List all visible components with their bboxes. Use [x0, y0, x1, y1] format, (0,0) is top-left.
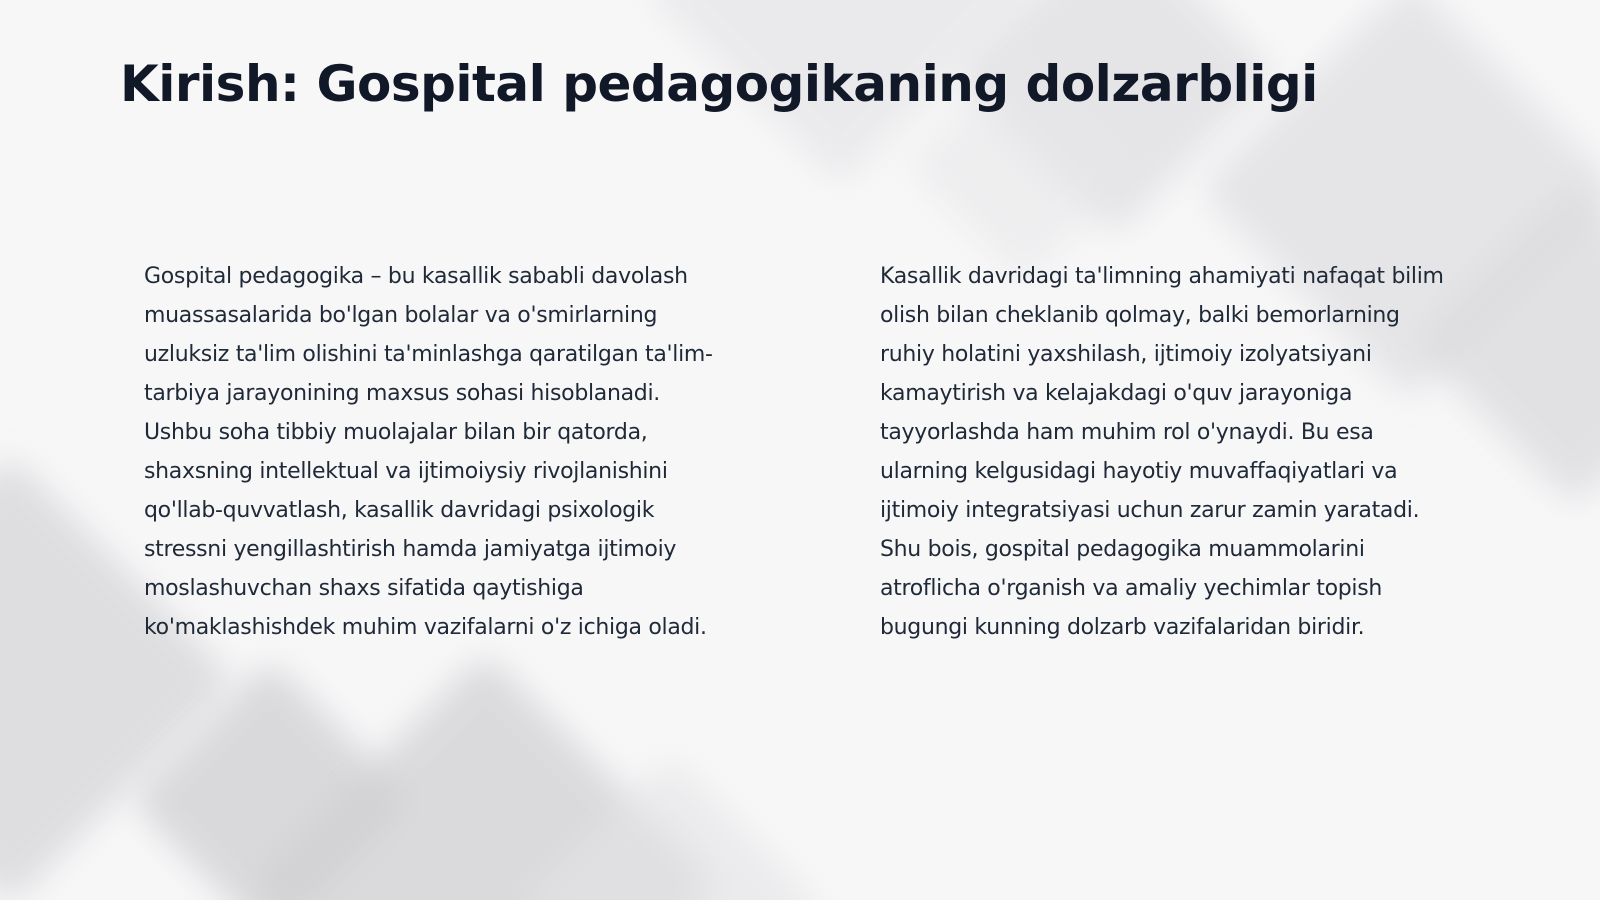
left-paragraph: Gospital pedagogika – bu kasallik sababli davolash muassasalarida bo'lgan bolalar va o'smirlarning uzluksiz ta'lim olishini ta'minlashga qaratilgan ta'lim-tarbiya jarayonining maxsus sohasi hisoblanadi. Ushbu soha tibbiy muolajalar bilan bir qatorda, shaxsning intellektual va ijtimoiysiy rivojlanishini qo'llab-quvvatlash, kasallik davridagi psixologik stressni yengillashtirish hamda jamiyatga ijtimoiy moslashuvchan shaxs sifatida qaytishiga ko'maklashishdek muhim vazifalarni o'z ichiga oladi. — [144, 264, 713, 640]
slide-title: Kirish: Gospital pedagogikaning dolzarbligi — [120, 55, 1318, 113]
right-paragraph: Kasallik davridagi ta'limning ahamiyati nafaqat bilim olish bilan cheklanib qolmay, balki bemorlarning ruhiy holatini yaxshilash, ijtimoiy izolyatsiyani kamaytirish va kelajakdagi o'quv jarayoniga tayyorlashda ham muhim rol o'ynaydi. Bu esa ularning kelgusidagi hayotiy muvaffaqiyatlari va ijtimoiy integratsiyasi uchun zarur zamin yaratadi. Shu bois, gospital pedagogika muammolarini atroflicha o'rganish va amaliy yechimlar topish bugungi kunning dolzarb vazifalaridan biridir. — [880, 264, 1444, 640]
